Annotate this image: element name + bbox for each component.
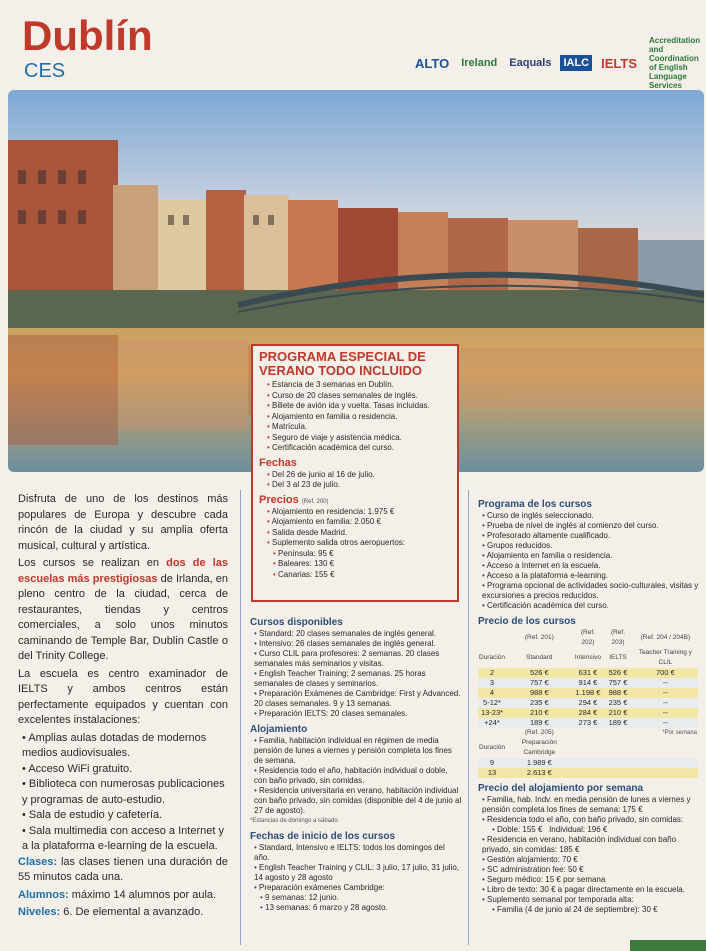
table-cell: -- [633, 678, 698, 688]
list-item: • Amplias aulas dotadas de modernos medios audiovisuales. [22, 731, 228, 762]
table-row [478, 738, 698, 758]
table-header: Teacher Training y CLIL [638, 649, 692, 666]
table-cell: 235 € [603, 698, 633, 708]
list-item: • Alojamiento en familia o residencia. [267, 412, 451, 423]
niveles-label: Niveles: [18, 906, 61, 918]
fechas-inicio-list [250, 843, 462, 893]
table-header: IELTS [609, 654, 627, 661]
eaquals-logo: Eaquals [509, 57, 552, 69]
table-cell [603, 758, 633, 768]
list-item: • Del 26 de junio al 16 de julio. [267, 470, 451, 481]
column-divider [468, 490, 469, 945]
table-header: (Ref. 202) [580, 629, 595, 646]
list-item: • SC administration fee: 50 € [482, 865, 700, 875]
list-item: • Baleares: 130 € [273, 559, 451, 570]
table-cell [603, 768, 633, 778]
list-item: • Grupos reducidos. [482, 541, 700, 551]
course-price-table [478, 628, 698, 778]
list-item: • Standard: 20 clases semanales de inglés general. [254, 629, 462, 639]
table-cell [478, 728, 506, 738]
list-item: • Sala de estudio y cafetería. [22, 808, 228, 824]
right-column [478, 494, 700, 915]
table-cell: 189 € [506, 718, 573, 728]
individual-price: Individual: 196 € [549, 825, 608, 834]
list-item: • Sala multimedia con acceso a Internet y a la plataforma e-learning de la escuela. [22, 824, 228, 855]
table-row [478, 768, 698, 778]
table-cell: 757 € [506, 678, 573, 688]
table-cell: 526 € [506, 668, 573, 678]
list-item: • Residencia en verano, habitación individual con baño privado, sin comidas: 185 € [482, 835, 700, 855]
table-cell: -- [633, 698, 698, 708]
promo-list [259, 380, 451, 454]
table-cell [603, 728, 633, 738]
list-item: • Familia (4 de junio al 24 de septiembre): 30 € [482, 905, 700, 915]
list-item: • Residencia todo el año, con baño privado, sin comidas: [482, 815, 700, 825]
programa-list [478, 511, 700, 611]
table-header: Duración [479, 744, 506, 751]
promo-suplementos-list [259, 549, 451, 581]
table-cell: 526 € [603, 668, 633, 678]
table-cell: 988 € [506, 688, 573, 698]
accreditation-logos [412, 34, 706, 92]
table-cell: +24* [478, 718, 506, 728]
list-item: • 9 semanas: 12 junio. [260, 893, 462, 903]
facilities-paragraph: La escuela es centro examinador de IELTS y ambos centros están perfectamente equipados y cuentan con excelentes instalaciones: [18, 667, 228, 726]
list-item: • Preparación Exámenes de Cambridge: First y Advanced. 20 clases semanales. 9 y 13 semanas. [254, 689, 462, 709]
table-cell [573, 738, 604, 758]
list-item: • Curso de inglés seleccionado. [482, 511, 700, 521]
list-item: • Alojamiento en familia: 2.050 € [267, 517, 451, 528]
intro-paragraph: Disfruta de uno de los destinos más populares de Europa y descubre cada rincón de la ciudad y su amplia oferta musical, cultural y artística. [18, 493, 228, 552]
facilities-list [18, 731, 228, 855]
promo-fechas-title: Fechas [259, 456, 297, 469]
list-item: • Preparación IELTS: 20 clases semanales. [254, 709, 462, 719]
list-item: • Salida desde Madrid. [267, 528, 451, 539]
table-header: (Ref. 204 / 204B) [640, 634, 691, 641]
alto-logo: ALTO [415, 55, 450, 71]
table-header: (Ref. 201) [524, 634, 554, 641]
table-header: Intensivo [574, 654, 601, 661]
table-row [478, 708, 698, 718]
table-cell: 2.613 € [506, 768, 573, 778]
list-item [482, 825, 700, 835]
table-row [478, 668, 698, 678]
list-item: • Residencia universitaria en verano, habitación individual con baño privado, sin comidas (disponible del 4 de junio al 27 de agosto). [254, 786, 462, 816]
list-item: • Profesorado altamente cualificado. [482, 531, 700, 541]
table-cell: 631 € [573, 668, 604, 678]
table-header: Standard [526, 654, 553, 661]
ialc-logo: IALC [560, 55, 592, 71]
table-row [478, 698, 698, 708]
list-item: • English Teacher Training y CLIL: 3 julio, 17 julio, 31 julio, 14 agosto y 28 agosto [254, 863, 462, 883]
list-item: • Preparación exámenes Cambridge: [254, 883, 462, 893]
clases-value: las clases tienen una duración de 55 minutos cada una. [18, 855, 228, 883]
table-cell: 988 € [603, 688, 633, 698]
list-item: • Matrícula. [267, 422, 451, 433]
list-item: • Península: 95 € [273, 549, 451, 560]
ielts-logo: IELTS [601, 55, 637, 71]
clases-info [18, 855, 228, 886]
alojamiento-note: *Estancias de domingo a sábado [250, 818, 338, 824]
doble-price: Doble: 155 € [497, 825, 543, 834]
por-semana-note: *Por semana [662, 730, 697, 736]
table-cell: -- [633, 708, 698, 718]
list-item: • Suplemento semanal por temporada alta: [482, 895, 700, 905]
table-cell [633, 758, 698, 768]
table-cell: 914 € [573, 678, 604, 688]
list-item: • 13 semanas: 6 marzo y 28 agosto. [260, 903, 462, 913]
programa-title: Programa de los cursos [478, 499, 592, 510]
table-cell: 13 [478, 768, 506, 778]
highlight-text: dos de las escuelas más prestigiosas [18, 557, 229, 585]
list-item: • Residencia todo el año, habitación individual o doble, con baño privado, sin comidas. [254, 766, 462, 786]
list-item: • Intensivo: 26 clases semanales de inglés general. [254, 639, 462, 649]
table-cell: 5-12* [478, 698, 506, 708]
promo-fechas-list [259, 470, 451, 491]
table-cell: 235 € [506, 698, 573, 708]
list-item: • Certificación académica del curso. [482, 601, 700, 611]
table-row [478, 688, 698, 698]
table-row [478, 718, 698, 728]
list-item: • Seguro médico: 15 € por semana [482, 875, 700, 885]
table-cell: 4 [478, 688, 506, 698]
list-item: • Gestión alojamiento: 70 € [482, 855, 700, 865]
table-cell: 273 € [573, 718, 604, 728]
list-item: • Acceso a la plataforma e-learning. [482, 571, 700, 581]
table-cell: -- [633, 688, 698, 698]
precios-ref: (Ref. 200) [301, 498, 329, 505]
table-row [478, 758, 698, 768]
table-row [478, 728, 698, 738]
cursos-title: Cursos disponibles [250, 617, 343, 628]
list-item: • Acceso a Internet en la escuela. [482, 561, 700, 571]
table-cell [633, 738, 698, 758]
intro-column [18, 492, 228, 923]
table-cell: 1.198 € [573, 688, 604, 698]
list-item: • Standard, Intensivo e IELTS: todos los domingos del año. [254, 843, 462, 863]
alojamiento-title: Alojamiento [250, 724, 308, 735]
precios-label: Precios [259, 493, 299, 506]
table-cell [573, 728, 604, 738]
page-title: Dublín [22, 12, 153, 59]
list-item: • Billete de avión ida y vuelta. Tasas incluidas. [267, 401, 451, 412]
alojamiento-list [250, 736, 462, 816]
alumnos-label: Alumnos: [18, 888, 69, 901]
column-divider [240, 490, 241, 945]
table-cell: 700 € [633, 668, 698, 678]
clases-label: Clases: [18, 855, 58, 868]
table-cell: 13-23* [478, 708, 506, 718]
table-cell: 757 € [603, 678, 633, 688]
list-item: • Suplemento salida otros aeropuertos: [267, 538, 451, 549]
list-item: • Del 3 al 23 de julio. [267, 480, 451, 491]
list-item: • Programa opcional de actividades socio-culturales, visitas y excursiones a precios reducidos. [482, 581, 700, 601]
table-cell: 9 [478, 758, 506, 768]
list-item: • Prueba de nivel de inglés al comienzo del curso. [482, 521, 700, 531]
promo-precios-list [259, 507, 451, 549]
text-span: Los cursos se realizan en [18, 557, 167, 569]
footer-bar [630, 940, 706, 951]
schools-paragraph [18, 556, 228, 665]
list-item: • Curso CLIL para profesores: 2 semanas. 20 clases semanales más seminarios y visitas. [254, 649, 462, 669]
table-header: (Ref. 203) [610, 629, 626, 646]
table-cell: 3 [478, 678, 506, 688]
list-item: • Familia, habitación individual en régimen de media pensión de lunes a viernes y pensión completa los fines de semana. [254, 736, 462, 766]
table-cell [603, 738, 633, 758]
list-item: • Familia, hab. Indv. en media pensión de lunes a viernes y pensión completa los fines de semana: 175 € [482, 795, 700, 815]
fechas-inicio-sublist [250, 893, 462, 913]
text-span: de Irlanda, en pleno centro de la ciudad, cerca de restaurantes, tiendas y centros comerciales, a solo unos minutos caminando de Temple Bar, Dublin Castle o del Trinity College. [18, 572, 228, 662]
table-cell: 284 € [573, 708, 604, 718]
list-item: • Acceso WiFi gratuito. [22, 762, 228, 778]
list-item: • Certificación académica del curso. [267, 443, 451, 454]
middle-column [250, 612, 462, 913]
table-cell: 189 € [603, 718, 633, 728]
table-cell: 2 [478, 668, 506, 678]
precio-alojamiento-list [478, 795, 700, 915]
table-row [478, 678, 698, 688]
accreditation-logo: Accreditation and Coordination of English Language Services [649, 36, 701, 90]
precio-alojamiento-title: Precio del alojamiento por semana [478, 783, 644, 794]
promo-title: PROGRAMA ESPECIAL DE VERANO TODO INCLUIDO [259, 349, 426, 378]
niveles-info [18, 905, 228, 921]
ireland-logo: Ireland [461, 57, 498, 69]
table-header: Duración [479, 654, 506, 661]
table-cell [573, 758, 604, 768]
cursos-list [250, 629, 462, 719]
table-cell: 210 € [506, 708, 573, 718]
table-header: (Ref. 205) [524, 729, 554, 736]
table-cell: 294 € [573, 698, 604, 708]
list-item: • Libro de texto: 30 € a pagar directamente en la escuela. [482, 885, 700, 895]
school-name: CES [24, 60, 66, 82]
table-cell: 210 € [603, 708, 633, 718]
niveles-value: 6. De elemental a avanzado. [60, 906, 204, 918]
list-item: • Alojamiento en residencia: 1.975 € [267, 507, 451, 518]
list-item: • Alojamiento en familia o residencia. [482, 551, 700, 561]
alumnos-info [18, 888, 228, 904]
table-header [478, 628, 506, 648]
fechas-inicio-title: Fechas de inicio de los cursos [250, 831, 396, 842]
list-item: • Estancia de 3 semanas en Dublín. [267, 380, 451, 391]
promo-precios-title [259, 494, 451, 506]
table-cell: 1.989 € [506, 758, 573, 768]
summer-promo-box [251, 344, 459, 602]
list-item: • Canarias: 155 € [273, 570, 451, 581]
precio-cursos-title: Precio de los cursos [478, 616, 576, 627]
table-cell [633, 768, 698, 778]
table-cell [573, 768, 604, 778]
table-cell: -- [633, 718, 698, 728]
list-item: • Curso de 20 clases semanales de inglés. [267, 391, 451, 402]
list-item: • Biblioteca con numerosas publicaciones y programas de auto-estudio. [22, 777, 228, 808]
list-item: • Seguro de viaje y asistencia médica. [267, 433, 451, 444]
table-header: Preparación Cambridge [521, 739, 557, 756]
list-item: • English Teacher Training: 2 semanas. 25 horas semanales de clases y seminarios. [254, 669, 462, 689]
alumnos-value: máximo 14 alumnos por aula. [68, 888, 217, 901]
